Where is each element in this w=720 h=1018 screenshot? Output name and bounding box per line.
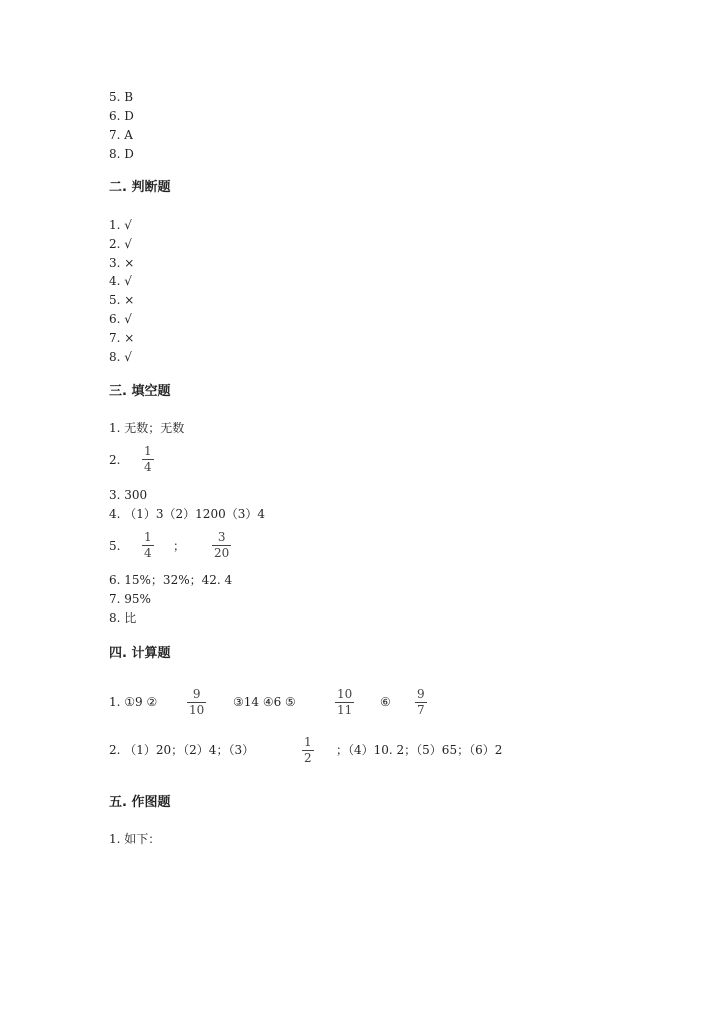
section-drawing-title: 五. 作图题 (109, 795, 171, 810)
choice-answer-8: 8. D (109, 147, 134, 161)
fill-answer-8: 8. 比 (109, 611, 137, 625)
fill-answer-4: 4. （1）3（2）1200（3）4 (109, 507, 265, 521)
judgment-answer: 5. × (109, 293, 135, 307)
choice-answer-5: 5. B (109, 90, 134, 104)
calc-answer-1-part1: 1. ①9 ② (109, 695, 158, 709)
fill-answer-3: 3. 300 (109, 488, 148, 502)
section-fill-blank-title: 三. 填空题 (109, 384, 171, 399)
calc-answer-2-part1: 2. （1）20；（2）4；（3） (109, 743, 255, 757)
fraction: 9 10 (189, 687, 205, 717)
separator: ； (173, 539, 186, 553)
judgment-answer: 7. × (109, 331, 135, 345)
judgment-answer: 4. √ (109, 274, 132, 288)
judgment-answer: 2. √ (109, 237, 132, 251)
fraction: 3 20 (214, 530, 230, 560)
fill-answer-2-label: 2. (109, 453, 121, 467)
judgment-answer: 1. √ (109, 218, 132, 232)
section-calculation-title: 四. 计算题 (109, 646, 171, 661)
fraction: 10 11 (337, 687, 353, 717)
drawing-answer-1: 1. 如下： (109, 832, 161, 846)
fill-answer-7: 7. 95% (109, 592, 151, 606)
judgment-answer: 8. √ (109, 350, 132, 364)
fill-answer-1: 1. 无数；无数 (109, 421, 185, 435)
judgment-answer: 6. √ (109, 312, 132, 326)
fraction: 1 4 (144, 530, 152, 560)
fraction: 1 2 (304, 735, 312, 765)
choice-answer-7: 7. A (109, 128, 133, 142)
fill-answer-6: 6. 15%；32%；42. 4 (109, 573, 233, 587)
calc-answer-1-part3: ⑥ (380, 695, 391, 709)
fill-answer-5-label: 5. (109, 539, 121, 553)
fraction: 1 4 (144, 444, 152, 474)
choice-answer-6: 6. D (109, 109, 134, 123)
calc-answer-1-part2: ③14 ④6 ⑤ (233, 695, 296, 709)
fraction: 9 7 (417, 687, 425, 717)
judgment-answer: 3. × (109, 256, 135, 270)
section-judgment-title: 二. 判断题 (109, 180, 171, 195)
calc-answer-2-part2: ；（4）10. 2；（5）65；（6）2 (336, 743, 503, 757)
